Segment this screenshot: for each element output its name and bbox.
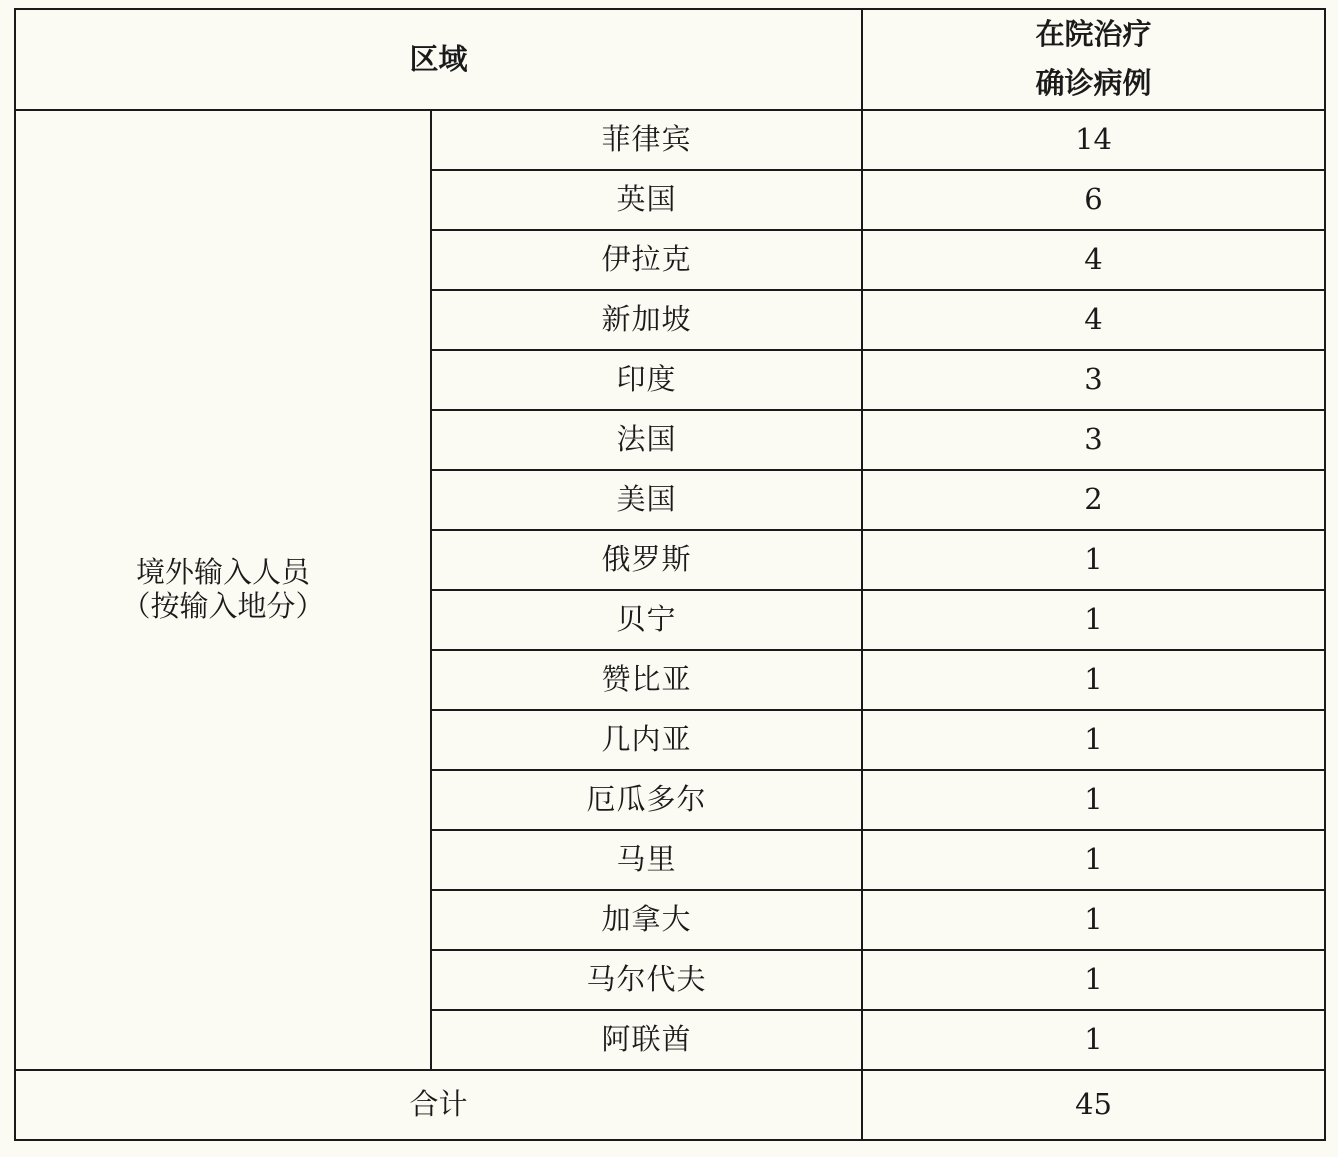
country-cell: 美国 [431,470,862,530]
country-cell: 贝宁 [431,590,862,650]
country-cell: 菲律宾 [431,110,862,170]
country-cell: 伊拉克 [431,230,862,290]
country-cell: 英国 [431,170,862,230]
country-cell: 马尔代夫 [431,950,862,1010]
header-value-line1: 在院治疗 [1035,17,1152,51]
table-row [15,110,1325,170]
country-cell: 法国 [431,410,862,470]
country-cell: 新加坡 [431,290,862,350]
total-value: 45 [862,1070,1325,1140]
header-region: 区域 [15,9,862,110]
case-count-cell: 3 [862,410,1325,470]
group-label-line2: （按输入地分） [121,588,325,623]
case-count-cell: 2 [862,470,1325,530]
case-count-cell: 1 [862,950,1325,1010]
country-cell: 厄瓜多尔 [431,770,862,830]
country-cell: 赞比亚 [431,650,862,710]
case-count-cell: 1 [862,530,1325,590]
case-count-cell: 4 [862,230,1325,290]
total-row [15,1070,1325,1140]
header-row [15,9,1325,110]
country-cell: 加拿大 [431,890,862,950]
country-cell: 印度 [431,350,862,410]
country-cell: 俄罗斯 [431,530,862,590]
case-count-cell: 4 [862,290,1325,350]
case-count-cell: 3 [862,350,1325,410]
header-value-line2: 确诊病例 [1035,66,1152,101]
case-count-cell: 1 [862,770,1325,830]
case-count-cell: 1 [862,590,1325,650]
case-count-cell: 14 [862,110,1325,170]
case-count-cell: 6 [862,170,1325,230]
country-cell: 阿联酋 [431,1010,862,1070]
case-count-cell: 1 [862,830,1325,890]
case-count-cell: 1 [862,1010,1325,1070]
group-label-line1: 境外输入人员 [135,555,310,590]
country-cell: 马里 [431,830,862,890]
case-count-cell: 1 [862,650,1325,710]
cases-table [14,8,1326,1141]
header-hospitalized-confirmed [862,9,1325,110]
total-label: 合计 [15,1070,862,1140]
country-cell: 几内亚 [431,710,862,770]
case-count-cell: 1 [862,890,1325,950]
case-count-cell: 1 [862,710,1325,770]
group-label-cell [15,110,431,1070]
